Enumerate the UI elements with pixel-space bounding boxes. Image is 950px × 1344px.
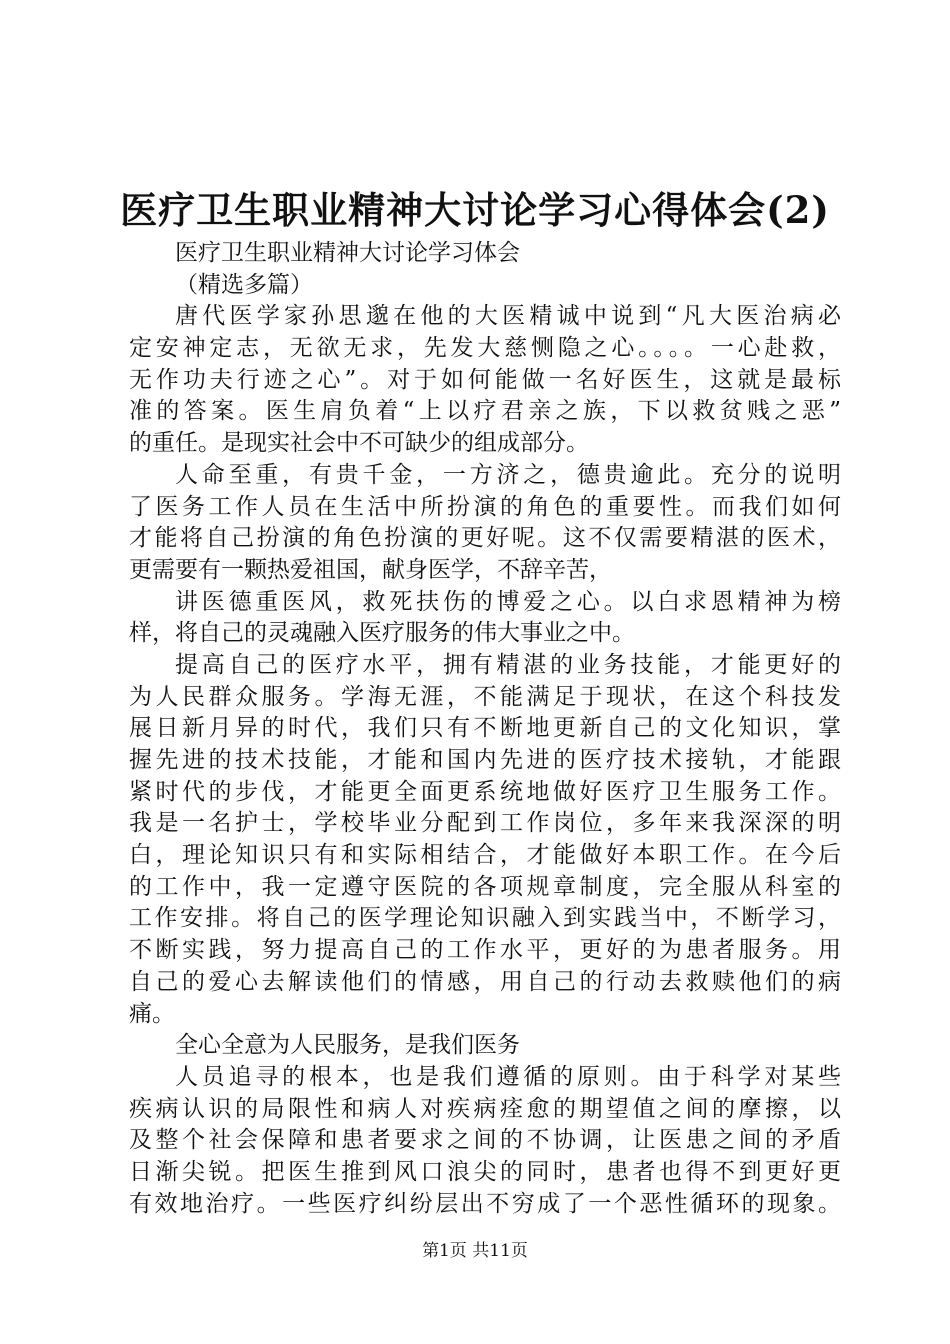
body-line: 有效地治疗。一些医疗纠纷层出不穷成了一个恶性循环的现象。	[129, 1190, 841, 1217]
body-line: （精选多篇）	[175, 271, 313, 298]
body-line: 唐代医学家孙思邈在他的大医精诚中说到“凡大医治病必	[175, 303, 841, 330]
body-line: 了医务工作人员在生活中所扮演的角色的重要性。而我们如何	[129, 493, 841, 520]
body-line: 医疗卫生职业精神大讨论学习体会	[175, 240, 520, 266]
body-line: 准的答案。医生肩负着“上以疗君亲之族，下以救贫贱之恶”	[129, 398, 841, 425]
body-line: 的重任。是现实社会中不可缺少的组成部分。	[129, 430, 589, 457]
document-title: 医疗卫生职业精神大讨论学习心得体会(2)	[120, 188, 830, 232]
body-line: 我是一名护士，学校毕业分配到工作岗位，多年来我深深的明	[129, 810, 841, 837]
body-line: 白，理论知识只有和实际相结合，才能做好本职工作。在今后	[129, 842, 841, 869]
body-line: 紧时代的步伐，才能更全面更系统地做好医疗卫生服务工作。	[129, 778, 841, 805]
document-body	[129, 238, 841, 1220]
body-line: 疾病认识的局限性和病人对疾病痊愈的期望值之间的摩擦，以	[129, 1095, 841, 1122]
body-line: 工作安排。将自己的医学理论知识融入到实践当中，不断学习，	[129, 905, 841, 932]
body-line: 为人民群众服务。学海无涯，不能满足于现状，在这个科技发	[129, 683, 841, 710]
body-line: 全心全意为人民服务，是我们医务	[175, 1032, 520, 1059]
page-footer: 第1页 共11页	[422, 1241, 528, 1261]
body-line: 讲医德重医风，救死扶伤的博爱之心。以白求恩精神为榜	[175, 588, 841, 615]
body-line: 痛。	[129, 1000, 175, 1027]
body-line: 无作功夫行迹之心”。对于如何能做一名好医生，这就是最标	[129, 366, 841, 393]
body-line: 展日新月异的时代，我们只有不断地更新自己的文化知识，掌	[129, 715, 841, 742]
body-line: 自己的爱心去解读他们的情感，用自己的行动去救赎他们的病	[129, 968, 841, 995]
body-line: 更需要有一颗热爱祖国，献身医学，不辞辛苦，	[129, 556, 612, 583]
body-line: 定安神定志，无欲无求，先发大慈恻隐之心。。。。一心赴救，	[129, 335, 841, 362]
body-line: 提高自己的医疗水平，拥有精湛的业务技能，才能更好的	[175, 651, 841, 678]
body-line: 才能将自己扮演的角色扮演的更好呢。这不仅需要精湛的医术，	[129, 525, 841, 552]
body-line: 及整个社会保障和患者要求之间的不协调，让医患之间的矛盾	[129, 1127, 841, 1154]
body-line: 人命至重，有贵千金，一方济之，德贵逾此。充分的说明	[175, 461, 841, 488]
body-line: 日渐尖锐。把医生推到风口浪尖的同时，患者也得不到更好更	[129, 1158, 841, 1185]
body-line: 不断实践，努力提高自己的工作水平，更好的为患者服务。用	[129, 937, 841, 964]
body-line: 握先进的技术技能，才能和国内先进的医疗技术接轨，才能跟	[129, 747, 841, 773]
body-line: 人员追寻的根本，也是我们遵循的原则。由于科学对某些	[175, 1063, 841, 1090]
body-line: 的工作中，我一定遵守医院的各项规章制度，完全服从科室的	[129, 873, 841, 900]
body-line: 样，将自己的灵魂融入医疗服务的伟大事业之中。	[129, 620, 635, 647]
